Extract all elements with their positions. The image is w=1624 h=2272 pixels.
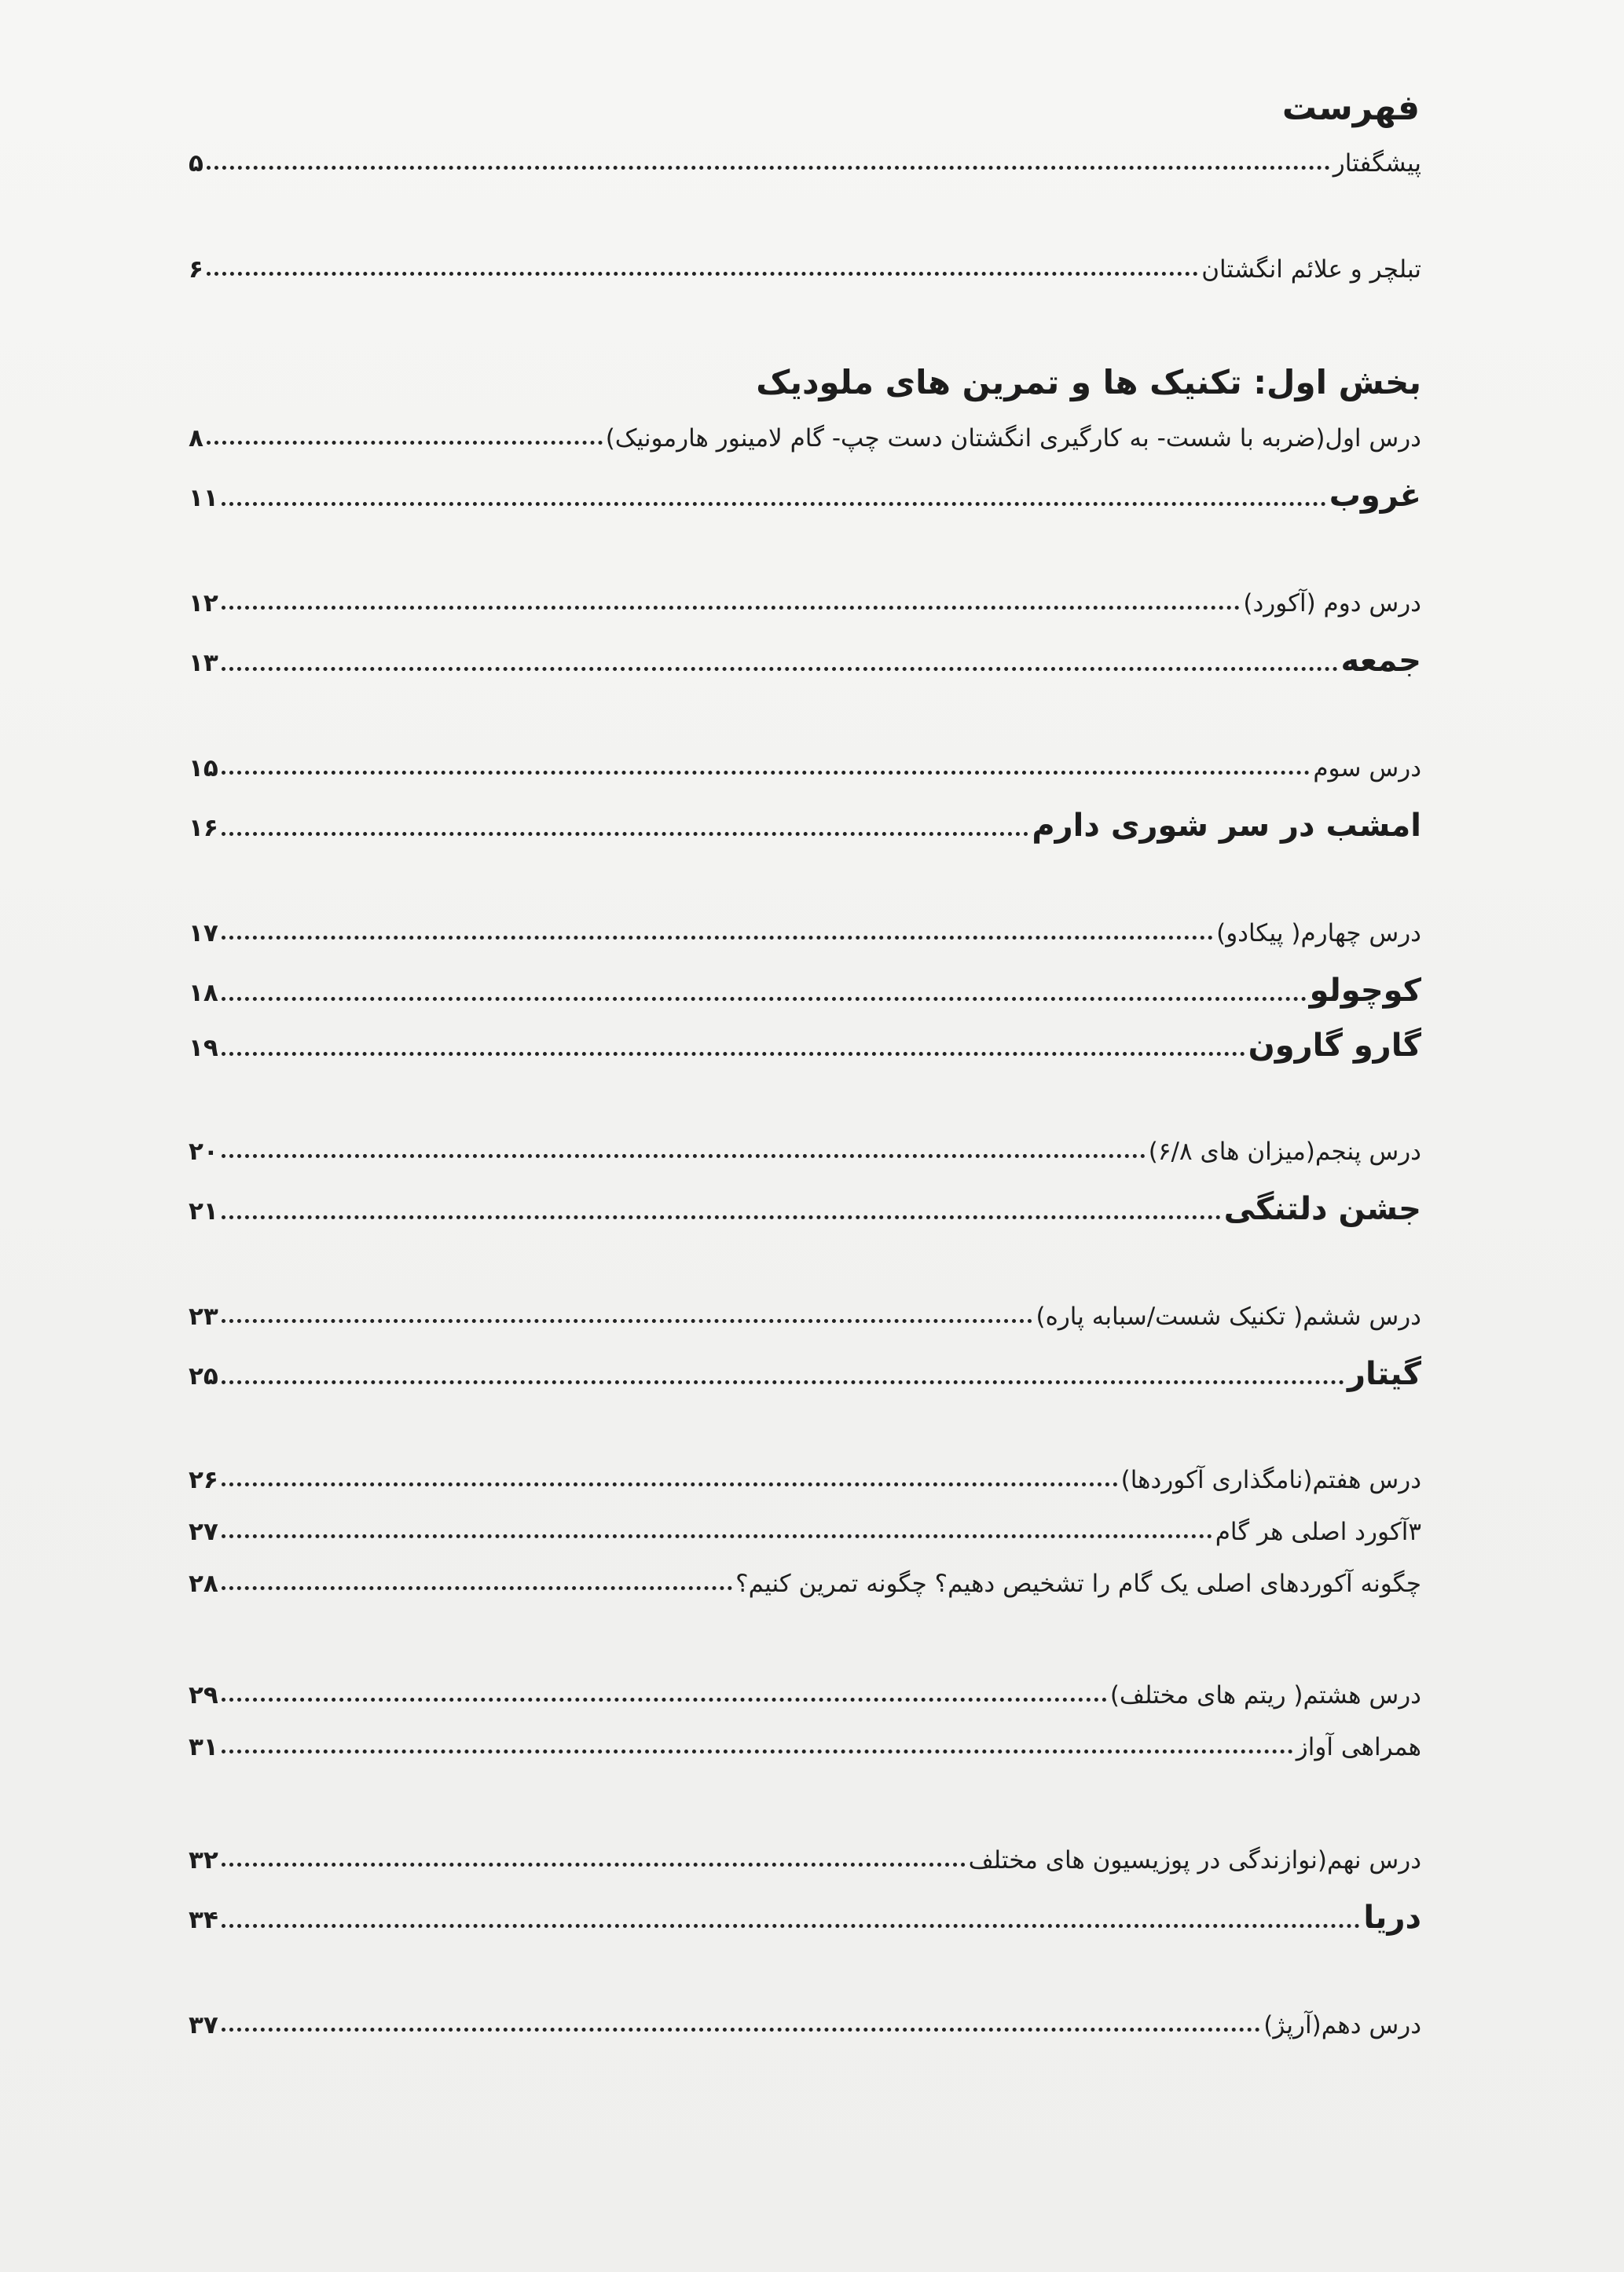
- toc-entry-subtopic: [189, 1733, 1421, 1761]
- toc-entry-label: همراهی آواز: [1296, 1733, 1421, 1761]
- toc-entry-lesson-3: [189, 754, 1421, 782]
- dot-leader: [222, 832, 1028, 836]
- toc-entry-label: چگونه آکوردهای اصلی یک گام را تشخیص دهیم؟ چگونه تمرین کنیم؟: [735, 1570, 1421, 1598]
- toc-entry-page: ۱۲: [189, 589, 218, 617]
- dot-leader: [222, 771, 1311, 775]
- dot-leader: [222, 1482, 1118, 1486]
- toc-entry-page: ۳۴: [189, 1906, 218, 1934]
- dot-leader: [222, 1586, 732, 1590]
- toc-entry-lesson-7: [189, 1466, 1421, 1494]
- dot-leader: [222, 1863, 966, 1867]
- dot-leader: [222, 1052, 1245, 1056]
- dot-leader: [222, 1698, 1107, 1702]
- toc-entry-page: ۳۱: [189, 1733, 218, 1761]
- toc-entry-page: ۱۱: [189, 484, 218, 512]
- toc-entry-label: درس اول(ضربه با شست- به کارگیری انگشتان دست چپ- گام لامینور هارمونیک): [605, 424, 1421, 453]
- toc-entry-page: ۱۹: [189, 1034, 218, 1062]
- toc-entry-page: ۶: [189, 255, 203, 284]
- toc-entry-song: [189, 973, 1421, 1009]
- dot-leader: [222, 997, 1307, 1001]
- toc-entry-song: [189, 478, 1421, 514]
- toc-entry-label: گیتار: [1347, 1356, 1421, 1392]
- toc-entry-label: جشن دلتنگی: [1223, 1191, 1421, 1227]
- dot-leader: [222, 1750, 1293, 1753]
- toc-entry-page: ۱۷: [189, 919, 218, 947]
- toc-entry-label: امشب در سر شوری دارم: [1032, 808, 1421, 844]
- toc-entry-subtopic: [189, 1518, 1421, 1546]
- toc-entry-label: درس دوم (آکورد): [1243, 589, 1421, 617]
- toc-entry-page: ۲۰: [189, 1138, 218, 1166]
- toc-entry-label: کوچولو: [1309, 973, 1421, 1009]
- toc-entry-lesson-1: [189, 424, 1421, 453]
- toc-entry-page: ۵: [189, 149, 203, 178]
- toc-entry-label: درس دهم(آرپژ): [1263, 2011, 1421, 2039]
- toc-entry-page: ۲۳: [189, 1303, 218, 1331]
- toc-entry-song: [189, 1191, 1421, 1227]
- toc-entry-label: دریا: [1363, 1900, 1421, 1936]
- toc-entry-page: ۸: [189, 424, 203, 453]
- section-heading: بخش اول: تکنیک ها و تمرین های ملودیک: [756, 363, 1421, 401]
- dot-leader: [207, 441, 603, 445]
- toc-entry-subtopic: [189, 1570, 1421, 1598]
- toc-entry-label: غروب: [1329, 478, 1421, 514]
- dot-leader: [222, 667, 1338, 671]
- toc-entry-page: ۱۵: [189, 754, 218, 782]
- dot-leader: [222, 502, 1326, 506]
- toc-entry-label: پیشگفتار: [1333, 149, 1421, 178]
- toc-entry-page: ۲۶: [189, 1466, 218, 1494]
- toc-entry-label: درس نهم(نوازندگی در پوزیسیون های مختلف: [968, 1846, 1421, 1874]
- toc-entry-page: ۱۸: [189, 979, 218, 1007]
- dot-leader: [222, 1380, 1344, 1384]
- dot-leader: [222, 936, 1213, 940]
- dot-leader: [207, 166, 1330, 170]
- toc-entry-lesson-10: [189, 2011, 1421, 2039]
- toc-entry-page: ۲۷: [189, 1518, 218, 1546]
- toc-entry-label: درس پنجم(میزان های ۶/۸): [1148, 1138, 1421, 1166]
- toc-entry-lesson-8: [189, 1681, 1421, 1709]
- toc-entry-label: درس ششم( تکنیک شست/سبابه پاره): [1036, 1303, 1421, 1331]
- toc-entry-lesson-4: [189, 919, 1421, 947]
- dot-leader: [207, 272, 1198, 276]
- dot-leader: [222, 1154, 1146, 1158]
- page-title: فهرست: [1281, 88, 1420, 128]
- toc-entry-preface: [189, 149, 1421, 178]
- toc-entry-lesson-2: [189, 589, 1421, 617]
- toc-entry-label: درس هفتم(نامگذاری آکوردها): [1120, 1466, 1421, 1494]
- toc-entry-page: ۳۲: [189, 1846, 218, 1874]
- toc-entry-page: ۲۵: [189, 1362, 218, 1391]
- dot-leader: [222, 1319, 1033, 1323]
- toc-entry-label: درس سوم: [1313, 754, 1421, 782]
- toc-entry-lesson-9: [189, 1846, 1421, 1874]
- toc-entry-song: [189, 1028, 1421, 1064]
- toc-entry-page: ۲۹: [189, 1681, 218, 1709]
- toc-entry-page: ۲۱: [189, 1197, 218, 1226]
- toc-entry-song: [189, 1900, 1421, 1936]
- toc-entry-lesson-6: [189, 1303, 1421, 1331]
- toc-entry-song: [189, 1356, 1421, 1392]
- dot-leader: [222, 1534, 1212, 1538]
- toc-entry-label: تبلچر و علائم انگشتان: [1201, 255, 1421, 284]
- toc-entry-lesson-5: [189, 1138, 1421, 1166]
- dot-leader: [222, 606, 1241, 610]
- toc-entry-label: ۳آکورد اصلی هر گام: [1215, 1518, 1421, 1546]
- toc-entry-song: [189, 808, 1421, 844]
- dot-leader: [222, 1924, 1361, 1928]
- toc-entry-label: گارو گارون: [1248, 1028, 1421, 1064]
- dot-leader: [222, 1215, 1221, 1219]
- toc-entry-page: ۱۳: [189, 649, 218, 677]
- toc-entry-label: جمعه: [1340, 643, 1421, 679]
- toc-entry-label: درس چهارم( پیکادو): [1216, 919, 1421, 947]
- toc-entry-page: ۱۶: [189, 814, 218, 842]
- dot-leader: [222, 2028, 1260, 2032]
- toc-entry-label: درس هشتم( ریتم های مختلف): [1109, 1681, 1421, 1709]
- toc-entry-page: ۲۸: [189, 1570, 218, 1598]
- toc-entry-tablature: [189, 255, 1421, 284]
- toc-entry-song: [189, 643, 1421, 679]
- toc-entry-page: ۳۷: [189, 2011, 218, 2039]
